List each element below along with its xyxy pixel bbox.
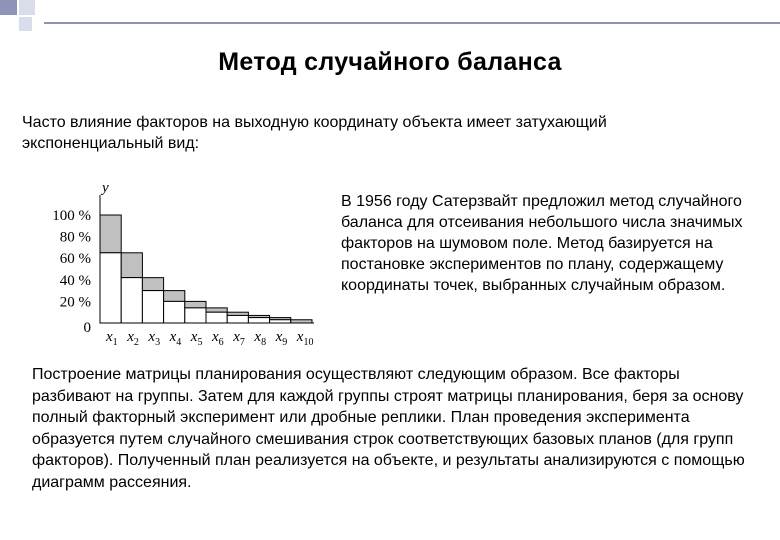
corner-square-bottom [0,17,17,33]
bar-shaded-part [291,320,312,323]
bar-white-part [142,291,163,323]
bar-white-part [270,320,291,323]
bar-white-part [164,301,185,323]
xtick-label: $x_8$ [254,329,267,348]
bar-white-part [227,315,248,323]
xtick-label: $x_5$ [190,329,203,348]
bar-white-part [206,312,227,323]
xtick-label: $x_2$ [127,329,139,348]
ytick-label: 0 [83,320,91,336]
intro-text: Часто влияние факторов на выходную координату объекта имеет затухающий экспоненциальный вид: [22,114,607,152]
y-axis-label: y [102,180,109,196]
xtick-label: $x_9$ [275,329,288,348]
ytick-label: 100 % [52,208,91,224]
xtick-label: $x_{10}$ [296,329,314,348]
planning-text: Построение матрицы планирования осуществляют следующим образом. Все факторы разбивают на группы. Затем для каждой группы строят матрицы планирования, беря за основу полный факторный эксперимент или дробные реплики. План проведения эксперимента образуется путем случайного смешивания строк соответствующих базовых планов (для групп факторов). Полученный план реализуется на объекте, и результаты анализируются с помощью диаграмм рассеяния. [32,366,745,491]
corner-square-mid [19,17,32,31]
corner-square-top-left [0,0,17,15]
ytick-label: 80 % [59,229,91,246]
corner-square-top-right [19,0,35,15]
bar-shaded-part [100,215,121,253]
bar-shaded-part [185,301,206,307]
bar-shaded-part [164,291,185,302]
decay-bar-chart [0,175,330,355]
bar-white-part [121,278,142,323]
xtick-label: $x_6$ [212,329,224,348]
bar-white-part [185,308,206,323]
bar-shaded-part [206,308,227,312]
ytick-label: 40 % [59,272,91,289]
bar-shaded-part [121,253,142,278]
bar-white-part [100,253,121,323]
satterthwaite-text: В 1956 году Сатерзвайт предложил метод случайного баланса для отсеивания небольшого числа значимых факторов на шумовом поле. Метод базируется на постановке экспериментов по плану, содержащему координаты точек, выбранных случайным образом. [341,193,743,294]
xtick-label: $x_1$ [106,329,118,348]
xtick-label: $x_4$ [169,329,182,348]
xtick-label: $x_3$ [148,329,161,348]
bar-white-part [248,318,269,323]
xtick-label: $x_7$ [233,329,245,348]
corner-square-small [4,34,14,43]
bar-shaded-part [142,278,163,291]
ytick-label: 20 % [59,294,91,311]
page-title: Метод случайного баланса [218,48,562,76]
header-rule [44,22,780,24]
ytick-label: 60 % [59,251,91,268]
